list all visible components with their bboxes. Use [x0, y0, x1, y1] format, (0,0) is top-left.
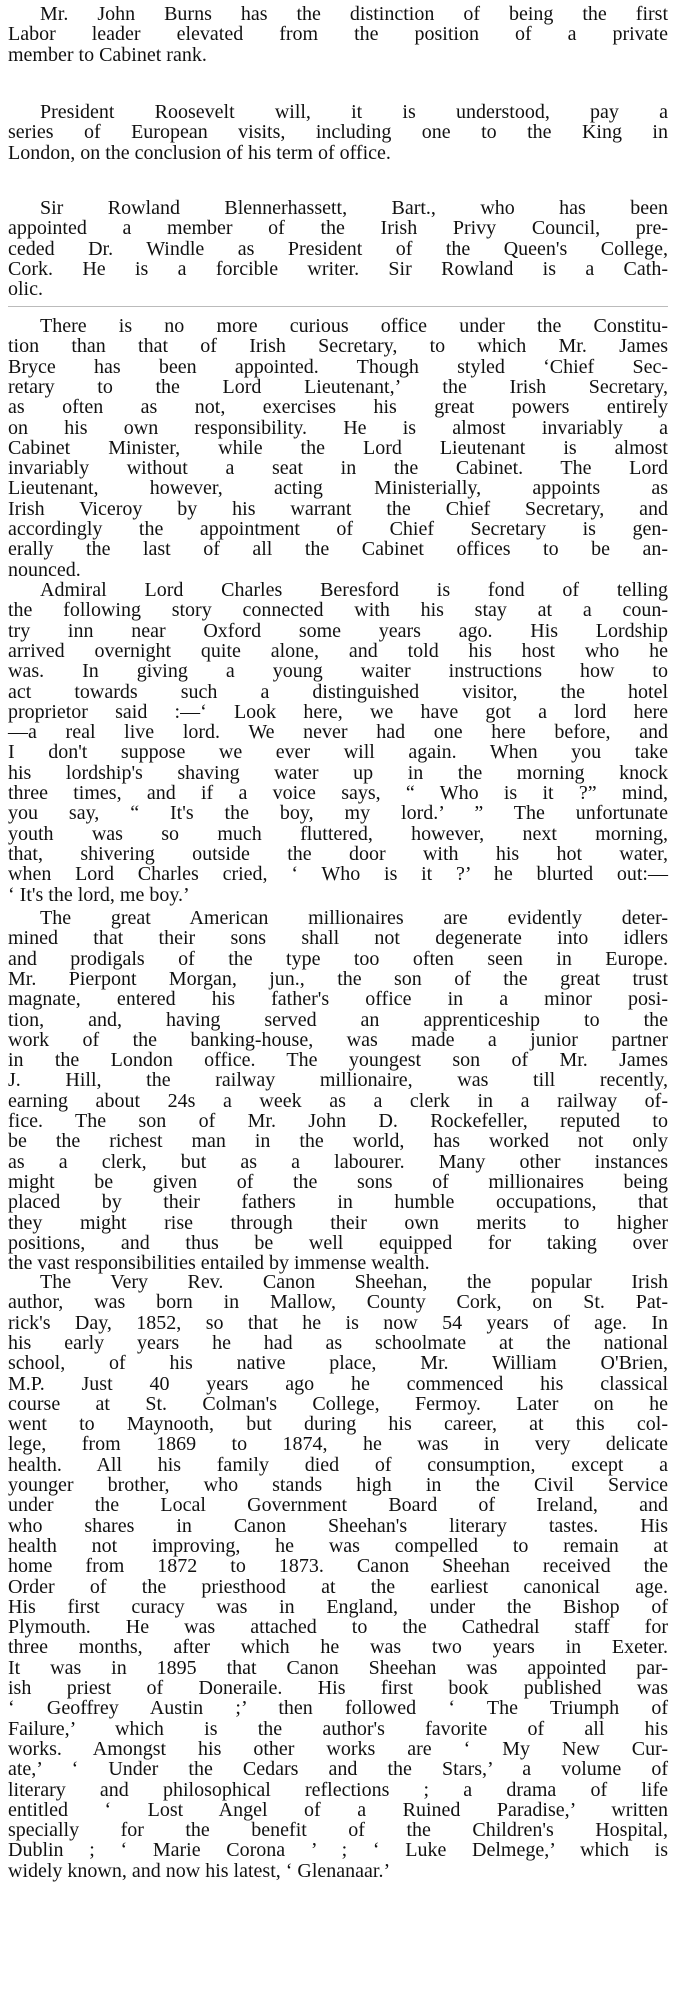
text-line: olic. [8, 278, 43, 301]
text-line: placed by their fathers in humble occupations, that [8, 1191, 668, 1214]
text-line: positions, and thus be well equipped for taking over [8, 1231, 668, 1254]
text-line: Bryce has been appointed. Though styled ‘Chief Sec- [8, 355, 668, 378]
text-line: J. Hill, the railway millionaire, was till recently, [8, 1069, 668, 1092]
text-line: act towards such a distinguished visitor, the hotel [8, 680, 668, 703]
text-line: when Lord Charles cried, ‘ Who is it ?’ he blurted out:— [8, 863, 668, 886]
text-line: ‘ It's the lord, me boy.’ [8, 883, 190, 906]
text-line: M.P. Just 40 years ago he commenced his classical [8, 1372, 668, 1395]
text-line: who shares in Canon Sheehan's literary tastes. His [8, 1514, 668, 1537]
text-line: on his own responsibility. He is almost invariably a [8, 416, 668, 439]
text-line: as a clerk, but as a labourer. Many other instances [8, 1150, 668, 1173]
text-line: appointed a member of the Irish Privy Council, pre- [8, 217, 668, 240]
text-line: the vast responsibilities entailed by immense wealth. [8, 1252, 430, 1275]
text-line: Cabinet Minister, while the Lord Lieutenant is almost [8, 436, 668, 459]
text-line: three months, after which he was two years in Exeter. [8, 1636, 668, 1659]
text-line: ceded Dr. Windle as President of the Queen's College, [8, 237, 668, 260]
text-line: three times, and if a voice says, “ Who is it ?” mind, [8, 782, 668, 804]
text-line: health not improving, he was compelled to remain at [8, 1534, 668, 1557]
text-line: home from 1872 to 1873. Canon Sheehan received the [8, 1555, 668, 1578]
text-line: the following story connected with his stay at a coun- [8, 599, 668, 622]
text-line: Dublin ; ‘ Marie Corona ’ ; ‘ Luke Delmege,’ which is [8, 1839, 668, 1862]
section-divider [8, 306, 668, 307]
text-line: accordingly the appointment of Chief Secretary is gen- [8, 518, 668, 540]
text-line: magnate, entered his father's office in a minor posi- [8, 988, 668, 1011]
text-line: Mr. Pierpont Morgan, jun., the son of the great trust [8, 967, 668, 990]
text-line: be the richest man in the world, has worked not only [8, 1130, 668, 1153]
text-line: ish priest of Doneraile. His first book published was [8, 1677, 668, 1699]
text-line: London, on the conclusion of his term of office. [8, 141, 391, 164]
text-line: that, shivering outside the door with his hot water, [8, 842, 668, 865]
text-line: might be given of the sons of millionaires being [8, 1170, 668, 1193]
text-line: under the Local Government Board of Ireland, and [8, 1494, 668, 1517]
text-line: they might rise through their own merits to higher [8, 1211, 668, 1234]
text-line: Mr. John Burns has the distinction of being the first [40, 3, 668, 25]
text-line: younger brother, who stands high in the Civil Service [8, 1474, 668, 1496]
text-line: as often as not, exercises his great powers entirely [8, 396, 668, 419]
text-line: The great American millionaires are evidently deter- [40, 907, 668, 929]
text-line: erally the last of all the Cabinet offices to be an- [8, 538, 668, 561]
text-line: school, of his native place, Mr. William O'Brien, [8, 1352, 668, 1375]
text-line: Failure,’ which is the author's favorite of all his [8, 1717, 668, 1740]
text-line: youth was so much fluttered, however, next morning, [8, 822, 668, 845]
text-line: author, was born in Mallow, County Cork, on St. Pat- [8, 1291, 668, 1314]
text-line: tion than that of Irish Secretary, to which Mr. James [8, 335, 668, 358]
text-line: earning about 24s a week as a clerk in a railway of- [8, 1089, 668, 1112]
text-line: Sir Rowland Blennerhassett, Bart., who has been [40, 197, 668, 219]
text-line: member to Cabinet rank. [8, 43, 207, 66]
text-line: The Very Rev. Canon Sheehan, the popular Irish [40, 1271, 668, 1293]
text-line: and prodigals of the type too often seen in Europe. [8, 947, 668, 970]
text-line: proprietor said :—‘ Look here, we have got a lord here [8, 700, 668, 723]
text-line: in the London office. The youngest son of Mr. James [8, 1049, 668, 1072]
text-line: his lordship's shaving water up in the morning knock [8, 761, 668, 784]
text-line: work of the banking-house, was made a junior partner [8, 1028, 668, 1051]
text-line: you say, “ It's the boy, my lord.’ ” The unfortunate [8, 802, 668, 825]
text-line: was. In giving a young waiter instructions how to [8, 660, 668, 683]
text-line: Order of the priesthood at the earliest canonical age. [8, 1575, 668, 1598]
text-line: Plymouth. He was attached to the Cathedral staff for [8, 1616, 668, 1639]
text-line: rick's Day, 1852, so that he is now 54 years of age. In [8, 1311, 668, 1334]
text-line: course at St. Colman's College, Fermoy. Later on he [8, 1392, 668, 1415]
text-line: retary to the Lord Lieutenant,’ the Irish Secretary, [8, 375, 668, 398]
text-line: tion, and, having served an apprenticeship to the [8, 1008, 668, 1031]
text-line: ‘ Geoffrey Austin ;’ then followed ‘ The Triumph of [8, 1697, 668, 1720]
text-line: Lieutenant, however, acting Ministerially, appoints as [8, 477, 668, 500]
text-line: entitled ‘ Lost Angel of a Ruined Paradise,’ written [8, 1798, 668, 1821]
text-line: Labor leader elevated from the position of a private [8, 23, 668, 46]
text-line: lege, from 1869 to 1874, he was in very delicate [8, 1433, 668, 1456]
text-line: series of European visits, including one to the King in [8, 121, 668, 144]
text-line: His first curacy was in England, under the Bishop of [8, 1595, 668, 1618]
text-line: —a real live lord. We never had one here before, and [8, 721, 668, 744]
text-line: Admiral Lord Charles Beresford is fond of telling [40, 579, 668, 601]
text-line: specially for the benefit of the Children's Hospital, [8, 1819, 668, 1842]
text-line: try inn near Oxford some years ago. His Lordship [8, 619, 668, 642]
text-line: President Roosevelt will, it is understood, pay a [40, 101, 668, 123]
text-line: Irish Viceroy by his warrant the Chief Secretary, and [8, 497, 668, 520]
text-line: works. Amongst his other works are ‘ My New Cur- [8, 1737, 668, 1760]
text-line: I don't suppose we ever will again. When you take [8, 741, 668, 764]
text-line: nounced. [8, 558, 81, 581]
text-line: ate,’ ‘ Under the Cedars and the Stars,’ a volume of [8, 1758, 668, 1781]
text-line: mined that their sons shall not degenerate into idlers [8, 927, 668, 950]
text-line: Cork. He is a forcible writer. Sir Rowland is a Cath- [8, 257, 668, 280]
text-line: fice. The son of Mr. John D. Rockefeller, reputed to [8, 1110, 668, 1132]
text-line: health. All his family died of consumption, except a [8, 1453, 668, 1476]
text-line: There is no more curious office under the Constitu- [40, 315, 668, 337]
text-line: went to Maynooth, but during his career, at this col- [8, 1413, 668, 1436]
text-line: his early years he had as schoolmate at the national [8, 1331, 668, 1354]
text-line: It was in 1895 that Canon Sheehan was appointed par- [8, 1656, 668, 1679]
text-line: widely known, and now his latest, ‘ Glenanaar.’ [8, 1859, 391, 1882]
text-line: arrived overnight quite alone, and told his host who he [8, 639, 668, 662]
text-line: literary and philosophical reflections ; a drama of life [8, 1778, 668, 1801]
text-line: invariably without a seat in the Cabinet. The Lord [8, 457, 668, 480]
